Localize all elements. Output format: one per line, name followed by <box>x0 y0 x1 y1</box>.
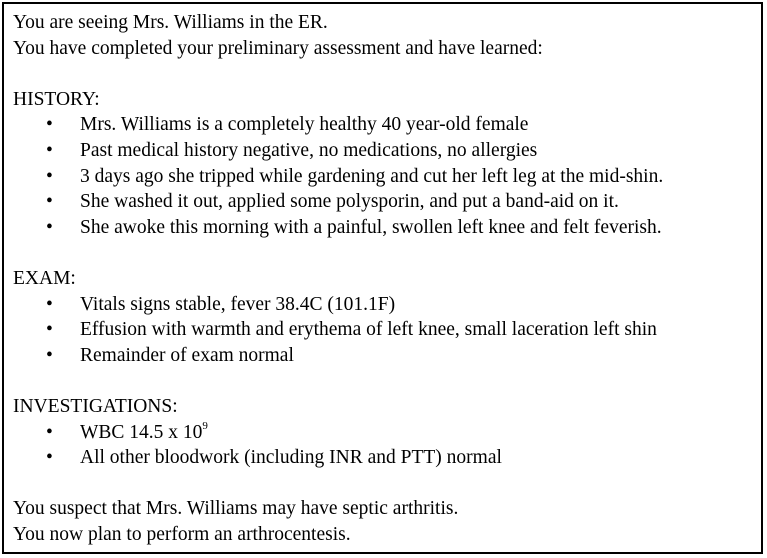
intro-line-1: You are seeing Mrs. Williams in the ER. <box>13 12 328 33</box>
exam-item-text: Effusion with warmth and erythema of left knee, small laceration left shin <box>80 319 657 341</box>
spacer <box>13 61 761 87</box>
exam-item-text: Vitals signs stable, fever 38.4C (101.1F) <box>80 293 396 315</box>
spacer <box>13 368 761 394</box>
history-heading: HISTORY: <box>13 88 100 110</box>
list-item <box>13 215 761 241</box>
history-item-text: She awoke this morning with a painful, swollen left knee and felt feverish. <box>80 216 662 238</box>
list-item <box>13 164 761 190</box>
investigations-list <box>13 420 761 471</box>
list-item <box>13 189 761 215</box>
wbc-text: WBC 14.5 x 10 <box>80 421 203 443</box>
bullet-icon: • <box>46 139 53 161</box>
bullet-icon: • <box>46 191 53 213</box>
list-item <box>13 343 761 369</box>
bullet-icon: • <box>46 421 53 443</box>
bullet-icon: • <box>46 216 53 238</box>
history-item-text: Past medical history negative, no medications, no allergies <box>80 139 538 161</box>
list-item <box>13 445 761 471</box>
other-bloodwork-text: All other bloodwork (including INR and PTT) normal <box>80 447 502 469</box>
bullet-icon: • <box>46 319 53 341</box>
list-item <box>13 138 761 164</box>
history-item-text: She washed it out, applied some polysporin, and put a band-aid on it. <box>80 191 619 213</box>
exam-item-text: Remainder of exam normal <box>80 344 294 366</box>
bullet-icon: • <box>46 165 53 187</box>
conclusion-line-2: You now plan to perform an arthrocentesis. <box>13 523 351 545</box>
bullet-icon: • <box>46 293 53 315</box>
conclusion-line-1: You suspect that Mrs. Williams may have septic arthritis. <box>13 498 459 520</box>
case-box <box>2 2 763 554</box>
wbc-exponent: 9 <box>202 420 208 432</box>
spacer <box>13 240 761 266</box>
history-item-text: 3 days ago she tripped while gardening and cut her left leg at the mid-shin. <box>80 165 664 187</box>
list-item <box>13 112 761 138</box>
list-item <box>13 292 761 318</box>
bullet-icon: • <box>46 114 53 136</box>
intro-line-2: You have completed your preliminary assessment and have learned: <box>13 37 543 59</box>
spacer <box>13 471 761 497</box>
exam-list <box>13 292 761 369</box>
history-item-text: Mrs. Williams is a completely healthy 40 year-old female <box>80 114 529 136</box>
exam-heading: EXAM: <box>13 267 76 289</box>
investigations-heading: INVESTIGATIONS: <box>13 395 178 417</box>
history-list <box>13 112 761 240</box>
bullet-icon: • <box>46 344 53 366</box>
bullet-icon: • <box>46 447 53 469</box>
list-item <box>13 420 761 446</box>
list-item <box>13 317 761 343</box>
